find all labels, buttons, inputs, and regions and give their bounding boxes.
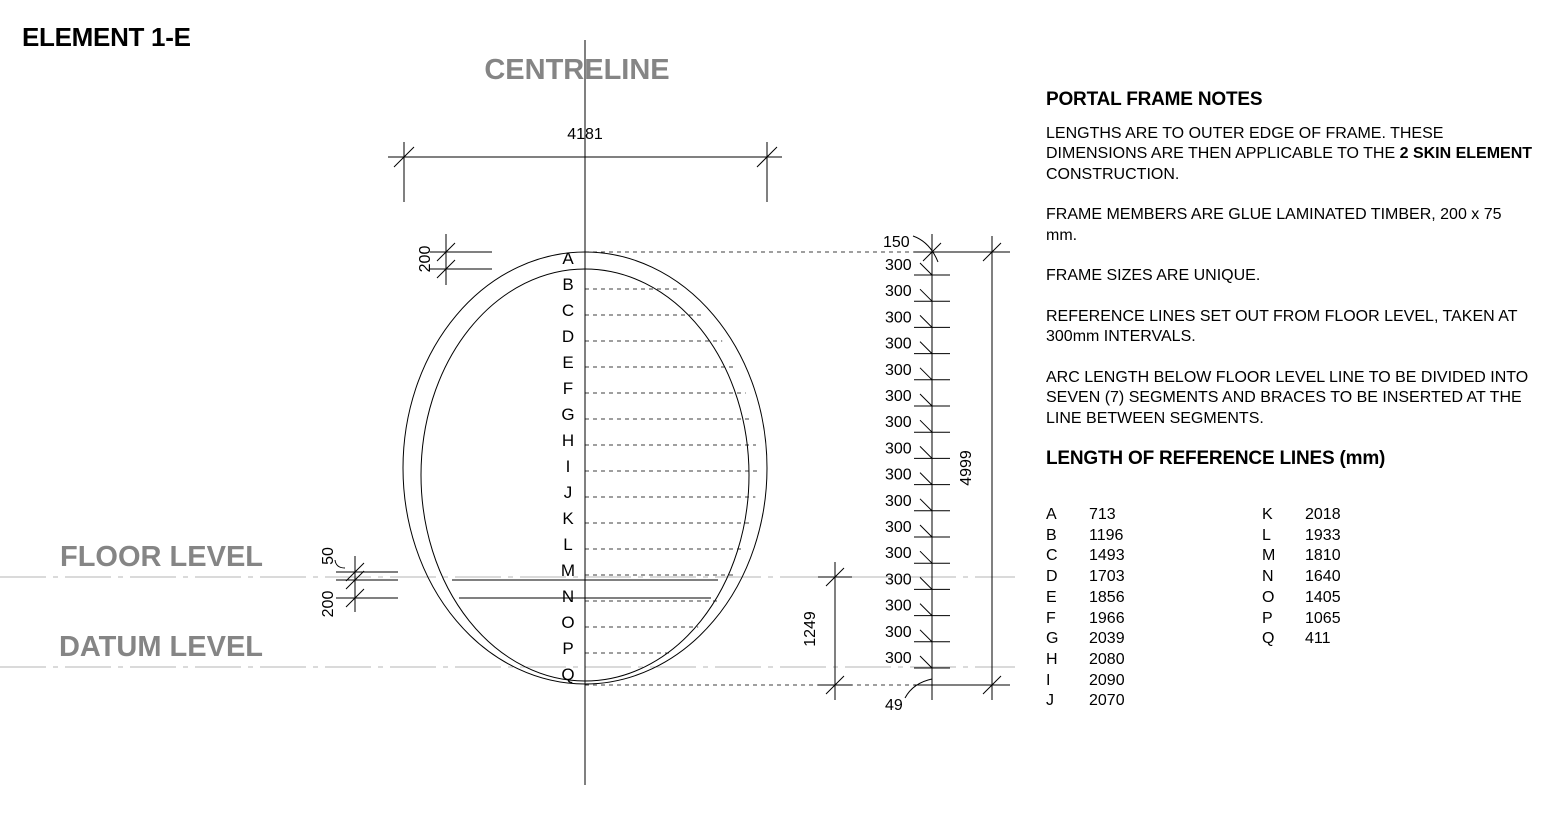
reference-letter: F — [562, 379, 574, 398]
notes-heading: PORTAL FRAME NOTES — [1046, 89, 1263, 110]
interval-leader — [920, 656, 932, 668]
interval-value: 300 — [885, 361, 912, 379]
page-title: ELEMENT 1-E — [22, 22, 191, 52]
length-value: 2039 — [1089, 630, 1125, 648]
reference-letter: L — [563, 535, 573, 554]
note-frame-sizes: FRAME SIZES ARE UNIQUE. — [1046, 267, 1261, 284]
length-ref: E — [1046, 588, 1057, 606]
reference-letter: A — [562, 249, 574, 268]
interval-leader — [920, 315, 932, 327]
length-row — [1046, 567, 1125, 588]
length-ref: Q — [1262, 630, 1275, 648]
length-row — [1046, 629, 1125, 650]
note-outer-edge: LENGTHS ARE TO OUTER EDGE OF FRAME. THESE DIMENSIONS ARE THEN APPLICABLE TO THE 2 SKIN ELEMENT CONSTRUCTION. — [1046, 124, 1533, 183]
interval-leader — [920, 394, 932, 406]
length-ref: C — [1046, 547, 1058, 565]
interval-leader — [920, 551, 932, 563]
reference-letter: E — [562, 353, 574, 372]
reference-letter: N — [561, 587, 575, 606]
length-row — [1046, 691, 1125, 712]
interval-value: 300 — [885, 623, 912, 641]
reference-letter: D — [561, 327, 575, 346]
datum-level-label: DATUM LEVEL — [58, 631, 263, 663]
interval-value: 300 — [885, 257, 912, 274]
interval-value: 300 — [885, 283, 912, 301]
length-ref: I — [1046, 671, 1051, 689]
floor-band-dimension — [335, 556, 398, 612]
length-ref: D — [1046, 568, 1058, 586]
note-arc-length: ARC LENGTH BELOW FLOOR LEVEL LINE TO BE DIVIDED INTO SEVEN (7) SEGMENTS AND BRACES TO BE INSERTED AT THE LINE BETWEEN SEGMENTS. — [1046, 368, 1529, 427]
interval-value: 300 — [885, 466, 912, 484]
reference-letter: I — [565, 457, 571, 476]
length-ref: B — [1046, 526, 1057, 544]
interval-value: 300 — [885, 440, 912, 458]
note-frame-members: FRAME MEMBERS ARE GLUE LAMINATED TIMBER, 200 x 75 mm. — [1046, 206, 1502, 244]
interval-value: 300 — [885, 335, 912, 353]
interval-value: 300 — [885, 519, 912, 536]
length-ref: G — [1046, 630, 1059, 648]
length-row — [1262, 629, 1341, 650]
interval-leader — [920, 446, 932, 458]
lengths-heading: LENGTH OF REFERENCE LINES (mm) — [1046, 448, 1386, 469]
length-row — [1262, 609, 1341, 630]
interval-value: 300 — [885, 309, 912, 327]
reference-letter: P — [562, 639, 574, 658]
length-value: 1810 — [1305, 547, 1341, 565]
length-ref: P — [1262, 609, 1273, 627]
note-reference-lines: REFERENCE LINES SET OUT FROM FLOOR LEVEL, TAKEN AT 300mm INTERVALS. — [1046, 307, 1518, 345]
interval-value: 300 — [885, 492, 912, 510]
interval-leader — [920, 577, 932, 589]
height-dimension — [940, 236, 1010, 700]
reference-letter: K — [562, 509, 574, 528]
length-row — [1262, 526, 1341, 547]
reference-letter: B — [562, 275, 574, 294]
reference-letter: H — [561, 431, 575, 450]
length-value: 1703 — [1089, 568, 1125, 586]
frame-thickness-value: 200 — [417, 245, 434, 273]
reference-letter: G — [561, 405, 575, 424]
length-row — [1046, 609, 1125, 630]
length-value: 2080 — [1089, 650, 1125, 668]
reference-letter: O — [561, 613, 575, 632]
length-row — [1046, 505, 1125, 526]
length-value: 411 — [1305, 630, 1331, 648]
floor-to-base-value: 1249 — [802, 611, 819, 647]
length-row — [1262, 588, 1341, 609]
length-row — [1046, 546, 1125, 567]
interval-value: 300 — [885, 571, 912, 589]
thickness-dimension — [430, 234, 492, 285]
length-ref: O — [1262, 588, 1275, 606]
floor-to-base-dimension — [818, 562, 852, 700]
length-value: 1933 — [1305, 526, 1341, 544]
interval-leader — [920, 263, 932, 275]
length-value: 1640 — [1305, 568, 1341, 586]
length-ref: M — [1262, 547, 1276, 565]
interval-value: 300 — [885, 597, 912, 615]
reference-letter: Q — [561, 665, 575, 684]
reference-letter: J — [563, 483, 573, 502]
length-ref: H — [1046, 650, 1058, 668]
length-row — [1262, 505, 1341, 526]
interval-leader — [920, 604, 932, 616]
reference-letter: C — [561, 301, 575, 320]
interval-value: 300 — [885, 545, 912, 563]
length-ref: A — [1046, 506, 1057, 523]
length-ref: K — [1262, 506, 1273, 523]
reference-letter: M — [560, 561, 576, 580]
length-ref: J — [1046, 692, 1054, 710]
lengths-table-col2 — [1262, 505, 1341, 650]
interval-leader — [920, 289, 932, 301]
interval-leader — [920, 473, 932, 485]
length-row — [1046, 588, 1125, 609]
length-value: 2018 — [1305, 506, 1341, 523]
length-value: 713 — [1089, 506, 1116, 523]
interval-value: 300 — [885, 388, 912, 405]
overall-width-value: 4181 — [567, 126, 603, 143]
interval-leader — [920, 420, 932, 432]
portal-frame-notes — [1046, 90, 1536, 494]
overall-height-value: 4999 — [958, 450, 975, 486]
length-row — [1046, 526, 1125, 547]
length-value: 1856 — [1089, 588, 1125, 606]
base-offset-value: 49 — [885, 697, 903, 714]
floor-band-value: 200 — [320, 590, 337, 618]
interval-column — [905, 234, 950, 700]
interval-leader — [920, 368, 932, 380]
length-ref: N — [1262, 568, 1274, 586]
length-value: 1065 — [1305, 609, 1341, 627]
interval-value: 300 — [885, 414, 912, 432]
interval-leader — [920, 525, 932, 537]
length-row — [1046, 671, 1125, 692]
length-row — [1262, 546, 1341, 567]
length-ref: F — [1046, 609, 1056, 627]
first-interval-value: 150 — [883, 234, 910, 251]
length-value: 1966 — [1089, 609, 1125, 627]
length-value: 1405 — [1305, 588, 1341, 606]
floor-offset-value: 50 — [320, 547, 337, 565]
length-row — [1262, 567, 1341, 588]
interval-leader — [920, 630, 932, 642]
interval-leader — [920, 342, 932, 354]
length-value: 1493 — [1089, 547, 1125, 565]
length-value: 2070 — [1089, 692, 1125, 710]
interval-leader — [920, 499, 932, 511]
length-ref: L — [1262, 526, 1271, 544]
interval-value: 300 — [885, 650, 912, 667]
length-row — [1046, 650, 1125, 671]
floor-level-label: FLOOR LEVEL — [60, 541, 263, 573]
length-value: 1196 — [1089, 526, 1124, 544]
lengths-table-col1 — [1046, 505, 1125, 712]
centreline-label: CENTRELINE — [484, 54, 670, 86]
length-value: 2090 — [1089, 671, 1125, 689]
